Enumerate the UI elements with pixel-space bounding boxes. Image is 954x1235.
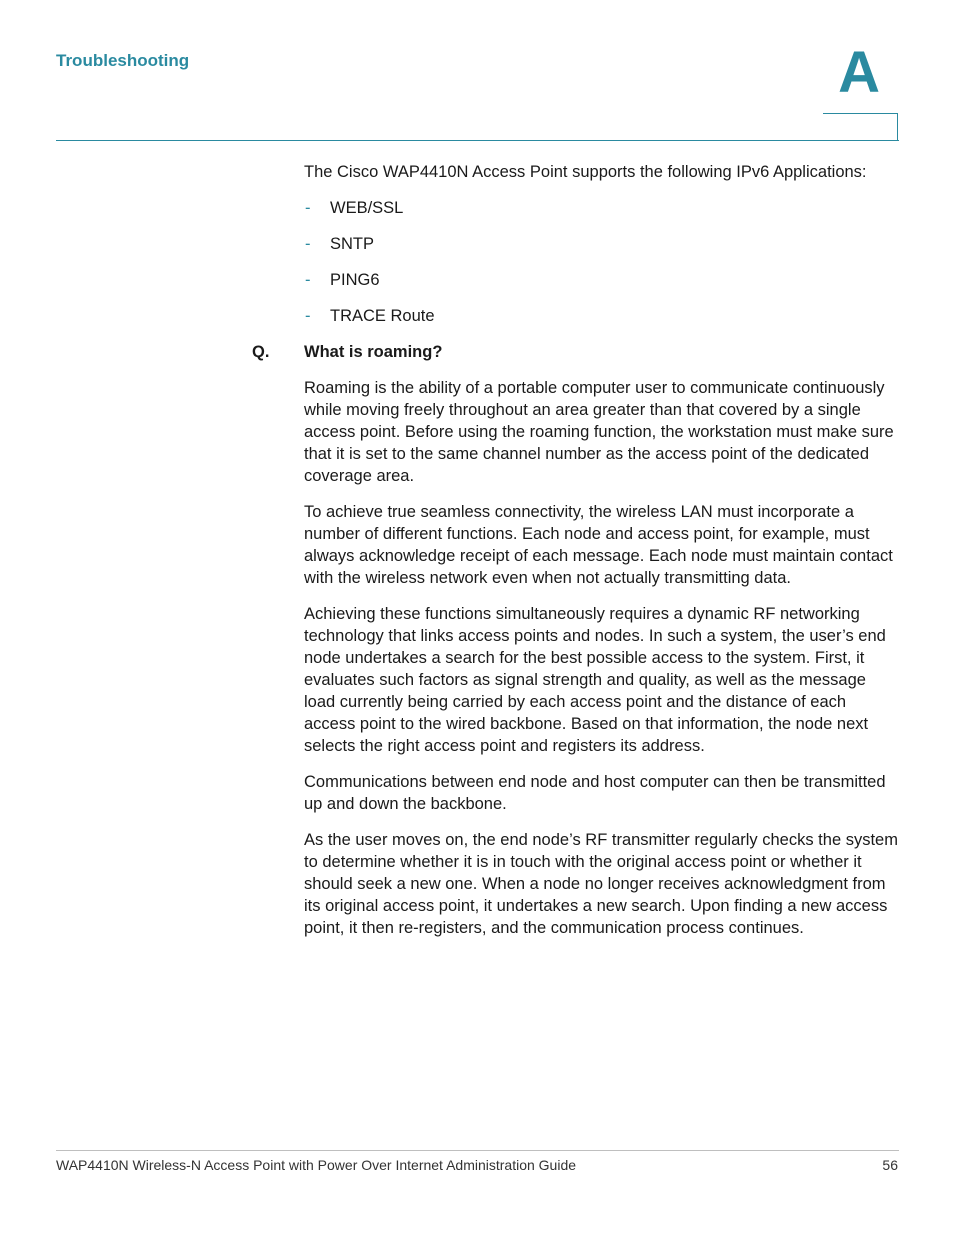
footer-rule bbox=[56, 1150, 899, 1151]
list-item-text: SNTP bbox=[330, 235, 375, 253]
question-text: What is roaming? bbox=[304, 343, 443, 361]
question-heading bbox=[252, 341, 900, 363]
main-content bbox=[252, 161, 900, 953]
bullet-dash: - bbox=[305, 271, 311, 289]
bullet-dash: - bbox=[305, 307, 311, 325]
answer-paragraph: Achieving these functions simultaneously requires a dynamic RF networking technology that links access points and nodes. In such a system, the user’s end node undertakes a search for the best possible access to the system. First, it evaluates such factors as signal strength and quality, as well as the message load currently being carried by each access point and the distance of each access point to the wired backbone. Based on that information, the node next selects the right access point and registers its address. bbox=[304, 605, 886, 755]
answer-paragraph: As the user moves on, the end node’s RF transmitter regularly checks the system to determine whether it is in touch with the original access point or whether it should seek a new one. When a node no longer receives acknowledgment from its original access point, it undertakes a new search. Upon finding a new access point, it then re-registers, and the communication process continues. bbox=[304, 831, 898, 937]
list-item bbox=[304, 233, 900, 255]
answer-paragraph: Roaming is the ability of a portable computer user to communicate continuously while moving freely throughout an area greater than that covered by a single access point. Before using the roaming function, the workstation must make sure that it is set to the same channel number as the access point of the dedicated coverage area. bbox=[304, 379, 894, 485]
list-item-text: PING6 bbox=[330, 271, 380, 289]
chapter-letter: A bbox=[838, 40, 880, 105]
bullet-dash: - bbox=[305, 235, 311, 253]
section-title: Troubleshooting bbox=[56, 51, 190, 70]
list-item-text: TRACE Route bbox=[330, 307, 435, 325]
ipv6-application-list bbox=[304, 197, 900, 327]
footer-guide-title: WAP4410N Wireless-N Access Point with Power Over Internet Administration Guide bbox=[56, 1157, 577, 1173]
list-item bbox=[304, 305, 900, 327]
list-item bbox=[304, 269, 900, 291]
list-item-text: WEB/SSL bbox=[330, 199, 404, 217]
intro-paragraph: The Cisco WAP4410N Access Point supports the following IPv6 Applications: bbox=[304, 163, 867, 181]
answer-paragraph: Communications between end node and host computer can then be transmitted up and down the backbone. bbox=[304, 773, 886, 813]
list-item bbox=[304, 197, 900, 219]
header-rule bbox=[56, 140, 899, 141]
answer-paragraph: To achieve true seamless connectivity, the wireless LAN must incorporate a number of different functions. Each node and access point, for example, must always acknowledge receipt of each message. Each node must maintain contact with the wireless network even when not actually transmitting data. bbox=[304, 503, 893, 587]
question-label: Q. bbox=[252, 343, 270, 361]
bullet-dash: - bbox=[305, 199, 311, 217]
header-tab-border bbox=[823, 113, 898, 140]
page-number: 56 bbox=[882, 1157, 898, 1173]
